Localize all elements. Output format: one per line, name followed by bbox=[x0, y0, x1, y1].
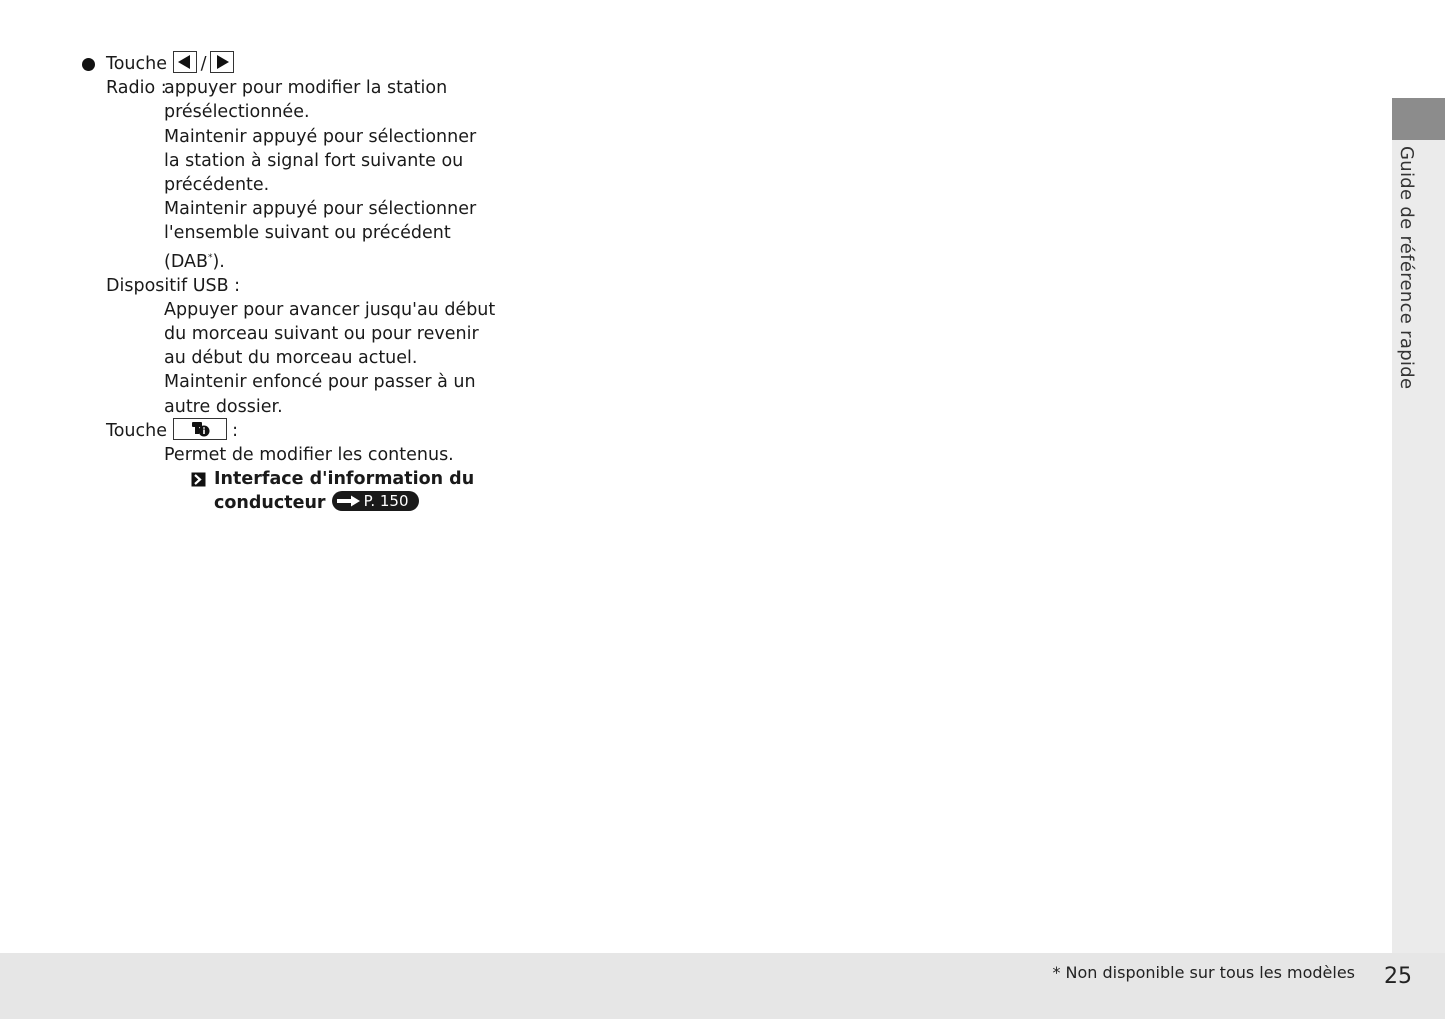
touche-info-label: Touche bbox=[106, 420, 167, 441]
footnote: * Non disponible sur tous les modèles bbox=[1052, 963, 1355, 982]
main-content bbox=[80, 52, 500, 516]
dab-suffix: ). bbox=[212, 251, 225, 272]
radio-text-line: Maintenir appuyé pour sélectionner bbox=[164, 199, 477, 220]
dab-line bbox=[80, 246, 500, 274]
touche-separator: / bbox=[200, 54, 207, 74]
radio-line bbox=[80, 76, 500, 100]
triangle-left-icon bbox=[173, 51, 197, 73]
cross-reference-title[interactable]: Interface d'information du bbox=[214, 469, 475, 490]
cross-reference-arrow-icon bbox=[191, 470, 206, 485]
side-tab-label: Guide de référence rapide bbox=[1396, 146, 1417, 390]
usb-text-line: au début du morceau actuel. bbox=[164, 348, 418, 369]
radio-label: Radio : bbox=[106, 78, 167, 99]
touche-line bbox=[80, 52, 500, 76]
usb-text-line: Appuyer pour avancer jusqu'au début bbox=[164, 299, 496, 320]
usb-label: Dispositif USB : bbox=[106, 275, 241, 296]
cross-reference[interactable] bbox=[57, 467, 500, 491]
usb-text-line: Maintenir enfoncé pour passer à un bbox=[164, 372, 476, 393]
page-number: 25 bbox=[1384, 964, 1412, 989]
page-link-badge[interactable] bbox=[332, 491, 419, 511]
triangle-right-icon bbox=[210, 51, 234, 73]
phone-info-icon bbox=[173, 418, 227, 440]
dab-prefix: (DAB bbox=[164, 251, 208, 272]
touche-info-description: Permet de modifier les contenus. bbox=[164, 445, 454, 466]
side-tab-marker bbox=[1392, 98, 1445, 140]
page-link-number[interactable]: P. 150 bbox=[363, 492, 409, 511]
radio-text-line: précédente. bbox=[164, 175, 270, 196]
usb-text-line: autre dossier. bbox=[164, 396, 283, 417]
touche-info-line bbox=[80, 419, 500, 443]
radio-text-line: appuyer pour modifier la station bbox=[164, 78, 448, 99]
bullet-icon bbox=[82, 58, 95, 71]
touche-label: Touche bbox=[106, 54, 167, 74]
dab-footnote-star: * bbox=[207, 252, 213, 263]
radio-text-line: Maintenir appuyé pour sélectionner bbox=[164, 126, 477, 147]
touche-info-colon: : bbox=[232, 420, 239, 441]
cross-reference-title-cont[interactable]: conducteur bbox=[214, 493, 326, 514]
cross-reference-line2[interactable] bbox=[80, 491, 500, 515]
radio-text-line: présélectionnée. bbox=[164, 102, 310, 123]
radio-text-line: l'ensemble suivant ou précédent bbox=[164, 223, 451, 244]
page-link-arrow-icon bbox=[335, 494, 363, 508]
usb-text-line: du morceau suivant ou pour revenir bbox=[164, 324, 479, 345]
radio-text-line: la station à signal fort suivante ou bbox=[164, 150, 464, 171]
